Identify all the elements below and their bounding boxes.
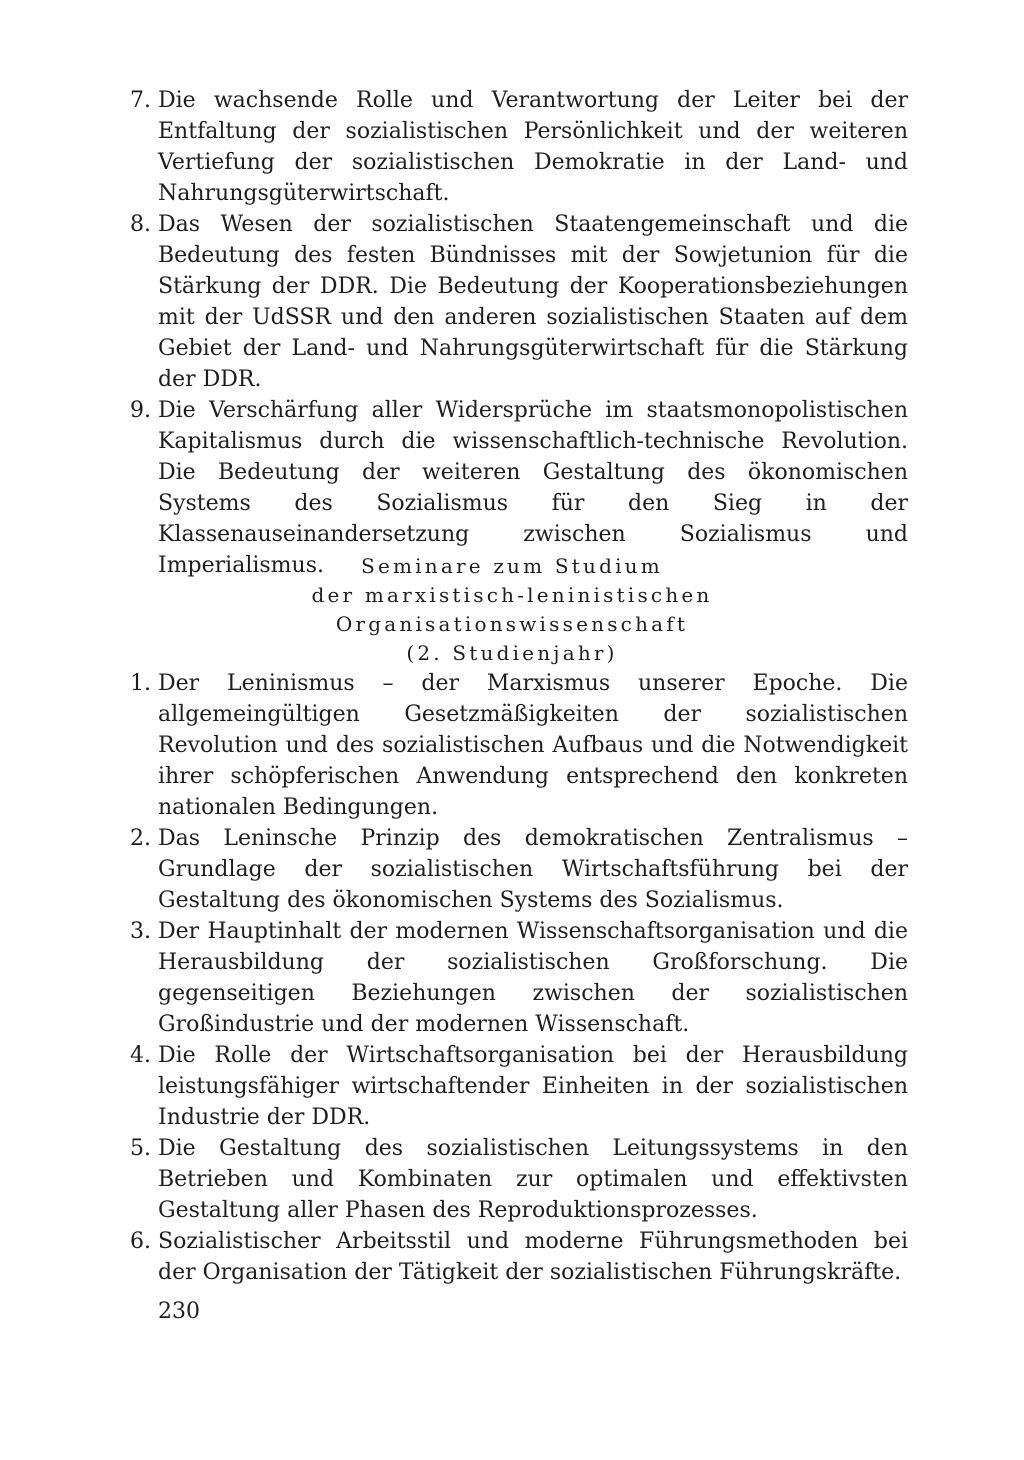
list-item-text: Der Leninismus – der Marxismus unserer Epoche. Die allgemeingültigen Gesetzmäßigkeiten der sozialistischen Revolution und des sozialistischen Aufbaus und die Notwendigkeit ihrer schöpferischen Anwendung entsprechend den konkreten nationalen Bedingungen. bbox=[158, 671, 908, 820]
list-item bbox=[0, 668, 908, 823]
seminar-topic-list bbox=[0, 668, 1024, 1288]
list-item bbox=[0, 1133, 908, 1226]
list-item-text: Die Verschärfung aller Widersprüche im staatsmonopolistischen Kapitalismus durch die wissenschaftlich-technische Revolution. Die Bedeutung der weiteren Gestaltung des ökonomischen Systems des Sozialismus für den Sieg in der Klassenauseinandersetzung zwischen Sozialismus und Imperialismus. bbox=[158, 398, 908, 578]
heading-line: der marxistisch-leninistischen bbox=[311, 583, 713, 607]
list-item bbox=[0, 1226, 908, 1288]
list-item-number: 6. bbox=[130, 1229, 151, 1254]
list-item-number: 2. bbox=[130, 826, 151, 851]
heading-line: Seminare zum Studium bbox=[361, 554, 663, 578]
heading-line: (2. Studienjahr) bbox=[406, 641, 618, 665]
list-item-text: Die Gestaltung des sozialistischen Leitungssystems in den Betrieben und Kombinaten zur optimalen und effektivsten Gestaltung aller Phasen des Reproduktionsprozesses. bbox=[158, 1136, 908, 1223]
list-item-number: 9. bbox=[130, 398, 151, 423]
list-item-number: 3. bbox=[130, 919, 151, 944]
topic-list-continued bbox=[0, 85, 1024, 581]
list-item-text: Die Rolle der Wirtschaftsorganisation bei der Herausbildung leistungsfähiger wirtschaftender Einheiten in der sozialistischen Industrie der DDR. bbox=[158, 1043, 908, 1130]
list-item-text: Die wachsende Rolle und Verantwortung der Leiter bei der Entfaltung der sozialistischen Persönlichkeit und der weiteren Vertiefung der sozialistischen Demokratie in der Land- und Nahrungsgüterwirtschaft. bbox=[158, 88, 908, 206]
heading-line: Organisationswissenschaft bbox=[335, 612, 689, 636]
list-item bbox=[0, 85, 908, 209]
page-number: 230 bbox=[158, 1299, 200, 1324]
list-item bbox=[0, 823, 908, 916]
list-item-text: Das Wesen der sozialistischen Staatengemeinschaft und die Bedeutung des festen Bündnisses mit der Sowjetunion für die Stärkung der DDR. Die Bedeutung der Kooperationsbeziehungen mit der UdSSR und den anderen sozialistischen Staaten auf dem Gebiet der Land- und Nahrungsgüterwirtschaft für die Stärkung der DDR. bbox=[158, 212, 908, 392]
list-item-text: Das Leninsche Prinzip des demokratischen Zentralismus – Grundlage der sozialistischen Wirtschaftsführung bei der Gestaltung des ökonomischen Systems des Sozialismus. bbox=[158, 826, 908, 913]
list-item bbox=[0, 916, 908, 1040]
section-heading bbox=[0, 552, 1024, 668]
list-item-number: 7. bbox=[130, 88, 151, 113]
list-item bbox=[0, 209, 908, 395]
list-item-text: Sozialistischer Arbeitsstil und moderne Führungsmethoden bei der Organisation der Tätigkeit der sozialistischen Führungskräfte. bbox=[158, 1229, 908, 1285]
list-item-number: 1. bbox=[130, 671, 151, 696]
list-item-number: 5. bbox=[130, 1136, 151, 1161]
list-item-text: Der Hauptinhalt der modernen Wissenschaftsorganisation und die Herausbildung der sozialistischen Großforschung. Die gegenseitigen Beziehungen zwischen der sozialistischen Großindustrie und der modernen Wissenschaft. bbox=[158, 919, 908, 1037]
list-item-number: 8. bbox=[130, 212, 151, 237]
list-item-number: 4. bbox=[130, 1043, 151, 1068]
list-item bbox=[0, 1040, 908, 1133]
